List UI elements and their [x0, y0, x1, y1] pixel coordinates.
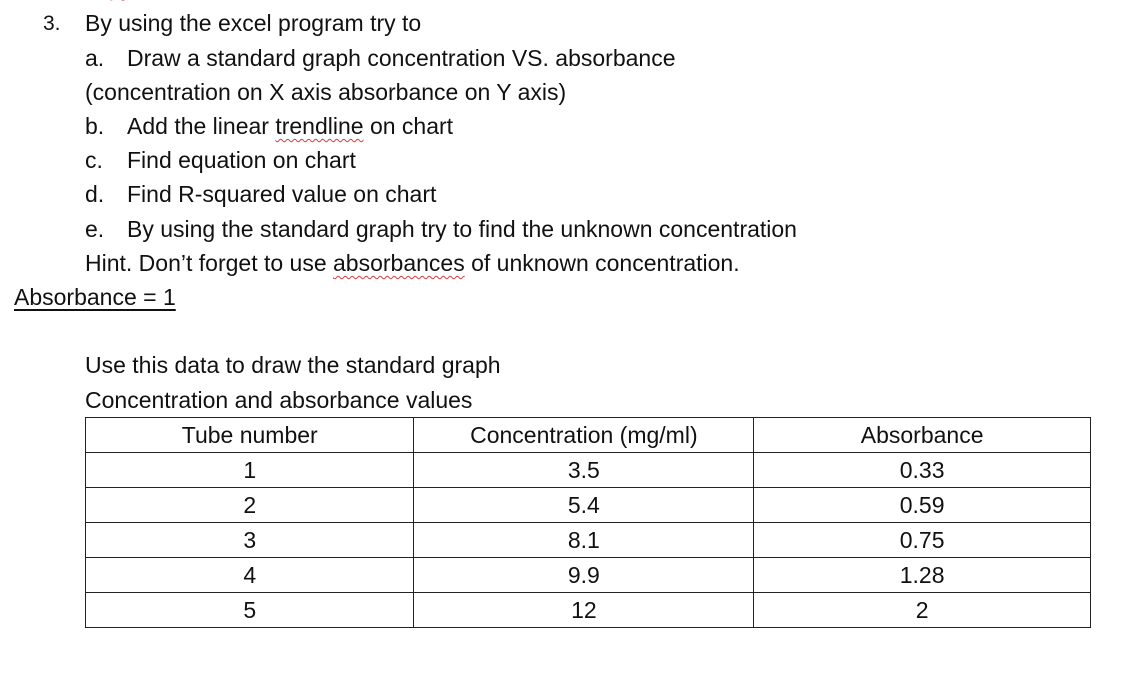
item-a-marker: a.	[85, 45, 105, 71]
cell-absorbance: 0.33	[754, 453, 1091, 488]
cell-tube: 3	[86, 523, 414, 558]
item-e-text: By using the standard graph try to find the unknown concentration	[127, 216, 797, 242]
absorbance-given: Absorbance = 1	[14, 284, 176, 310]
cell-concentration: 3.5	[414, 453, 754, 488]
header-tube-number: Tube number	[86, 418, 414, 453]
hint	[85, 248, 740, 278]
table-header-row	[86, 418, 1091, 453]
table-row	[86, 488, 1091, 523]
item-c	[85, 145, 356, 175]
cell-concentration: 12	[414, 593, 754, 628]
item-b-text-before: Add the linear	[127, 113, 276, 139]
spellcheck-squiggle-icon	[108, 0, 130, 2]
item-c-marker: c.	[85, 147, 103, 173]
cell-absorbance: 2	[754, 593, 1091, 628]
hint-flagged-word: absorbances	[333, 250, 465, 276]
cell-absorbance: 0.75	[754, 523, 1091, 558]
question-intro: By using the excel program try to	[85, 10, 422, 36]
item-a	[85, 43, 676, 73]
item-d	[85, 179, 436, 209]
header-concentration: Concentration (mg/ml)	[414, 418, 754, 453]
cell-tube: 2	[86, 488, 414, 523]
table-row	[86, 453, 1091, 488]
question-number: 3.	[43, 12, 61, 35]
item-d-marker: d.	[85, 181, 105, 207]
cell-concentration: 5.4	[414, 488, 754, 523]
item-b	[85, 111, 453, 141]
item-c-text: Find equation on chart	[127, 147, 356, 173]
hint-text-before: Hint. Don’t forget to use	[85, 250, 334, 276]
item-b-marker: b.	[85, 113, 105, 139]
item-a-text: Draw a standard graph concentration VS. absorbance	[127, 45, 676, 71]
cell-concentration: 9.9	[414, 558, 754, 593]
table-row	[86, 593, 1091, 628]
table-row	[86, 523, 1091, 558]
cell-absorbance: 1.28	[754, 558, 1091, 593]
hint-text-after: of unknown concentration.	[464, 250, 740, 276]
item-b-flagged-word: trendline	[275, 113, 364, 139]
data-table	[85, 417, 1091, 628]
item-d-text: Find R-squared value on chart	[127, 181, 437, 207]
item-e	[85, 214, 797, 244]
cell-absorbance: 0.59	[754, 488, 1091, 523]
cell-concentration: 8.1	[414, 523, 754, 558]
item-b-text-after: on chart	[363, 113, 454, 139]
cell-tube: 1	[86, 453, 414, 488]
header-absorbance: Absorbance	[754, 418, 1091, 453]
item-a-continuation: (concentration on X axis absorbance on Y axis)	[85, 79, 567, 105]
cell-tube: 4	[86, 558, 414, 593]
data-intro-line2: Concentration and absorbance values	[85, 387, 473, 413]
item-e-marker: e.	[85, 216, 105, 242]
cell-tube: 5	[86, 593, 414, 628]
table-row	[86, 558, 1091, 593]
data-intro-line1: Use this data to draw the standard graph	[85, 352, 501, 378]
